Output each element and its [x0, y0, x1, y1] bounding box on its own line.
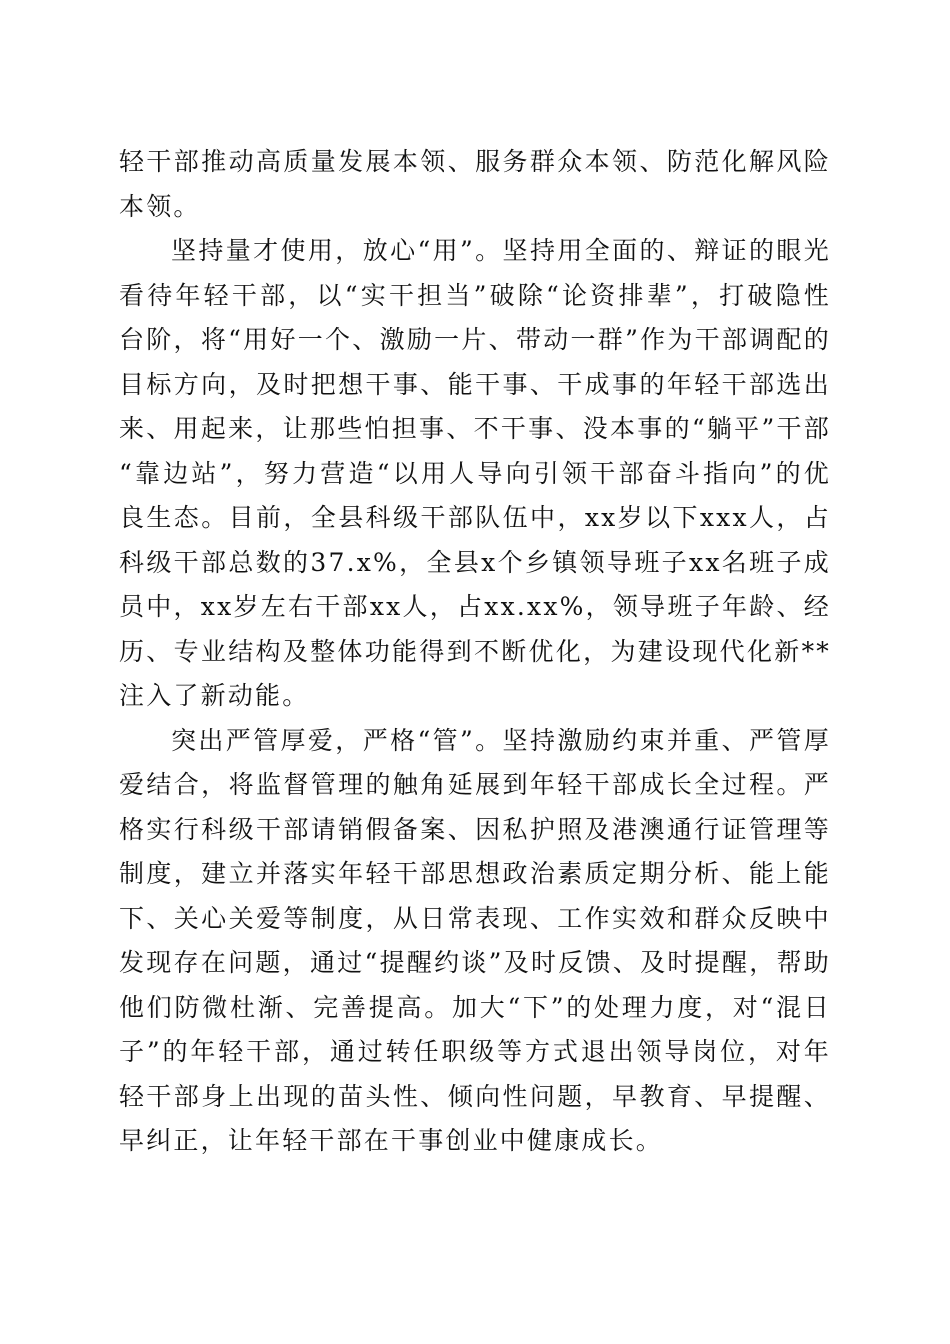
- paragraph-strict-management: 突出严管厚爱，严格“管”。坚持激励约束并重、严管厚爱结合，将监督管理的触角延展到年轻干部成长全过程。严格实行科级干部请销假备案、因私护照及港澳通行证管理等制度，建立并落实年轻干部思想政治素质定期分析、能上能下、关心关爱等制度，从日常表现、工作实效和群众反映中发现存在问题，通过“提醒约谈”及时反馈、及时提醒，帮助他们防微杜渐、完善提高。加大“下”的处理力度，对“混日子”的年轻干部，通过转任职级等方式退出领导岗位，对年轻干部身上出现的苗头性、倾向性问题，早教育、早提醒、早纠正，让年轻干部在干事创业中健康成长。: [119, 725, 831, 1155]
- document-body: [119, 140, 831, 1164]
- paragraph-use-talent: 坚持量才使用，放心“用”。坚持用全面的、辩证的眼光看待年轻干部，以“实干担当”破除“论资排辈”，打破隐性台阶，将“用好一个、激励一片、带动一群”作为干部调配的目标方向，及时把想干事、能干事、干成事的年轻干部选出来、用起来，让那些怕担事、不干事、没本事的“躺平”干部“靠边站”，努力营造“以用人导向引领干部奋斗指向”的优良生态。目前，全县科级干部队伍中，xx岁以下xxx人，占科级干部总数的37.x%，全县x个乡镇领导班子xx名班子成员中，xx岁左右干部xx人，占xx.xx%，领导班子年龄、经历、专业结构及整体功能得到不断优化，为建设现代化新**注入了新动能。: [119, 236, 831, 710]
- paragraph-continuation: 轻干部推动高质量发展本领、服务群众本领、防范化解风险本领。: [119, 147, 831, 221]
